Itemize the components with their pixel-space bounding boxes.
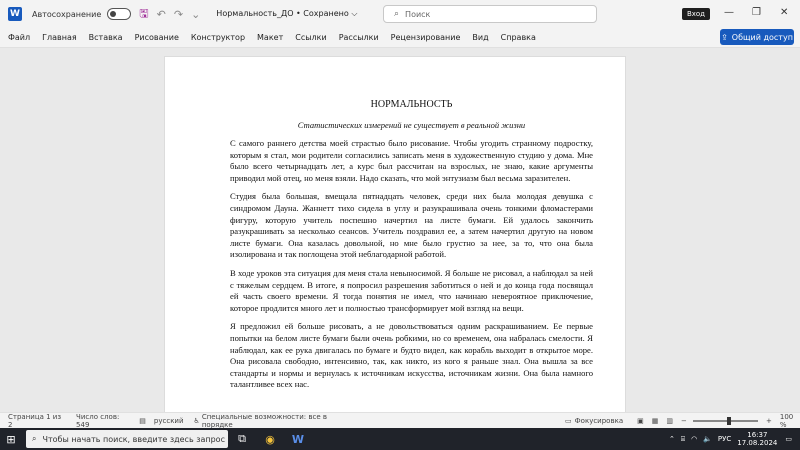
network-icon[interactable]: ⌸ xyxy=(680,434,686,443)
word-count[interactable]: Число слов: 549 xyxy=(76,412,120,429)
clock-time: 16:37 xyxy=(747,431,768,439)
language[interactable]: русский xyxy=(153,416,184,425)
word-app-icon: W xyxy=(8,7,22,21)
system-tray xyxy=(669,428,792,450)
read-mode-icon[interactable]: ▣ xyxy=(637,416,644,425)
document-subtitle[interactable]: Статистических измерений не существует в реальной жизни xyxy=(297,120,526,130)
chrome-icon[interactable]: ◉ xyxy=(265,432,275,446)
taskbar xyxy=(0,428,800,450)
focus-icon[interactable]: ▭ xyxy=(565,416,572,425)
print-layout-icon[interactable]: ▦ xyxy=(651,416,659,425)
tab-review[interactable]: Рецензирование xyxy=(390,33,461,42)
tab-draw[interactable]: Рисование xyxy=(134,33,179,42)
document-page[interactable] xyxy=(164,56,626,412)
paragraph[interactable]: В ходе уроков эта ситуация для меня стала невыносимой. Я больше не рисовал, а наблюдал за ней с тяжелым сердцем. В итоге, я попросил разрешения заботиться о ней и до конца года посвящал ей часть своего времени. Я тогда понятия не имел, что начинаю невероятное приключение, которое продлится много лет и полностью трансформирует мой взгляд на вещи. xyxy=(230,267,593,313)
tab-references[interactable]: Ссылки xyxy=(295,33,327,42)
chevron-up-icon[interactable]: ⌃ xyxy=(669,435,675,443)
proofing-icon[interactable]: ▤ xyxy=(139,416,146,425)
paragraph[interactable]: Я предложил ей больше рисовать, а не довольствоваться одним раскрашиванием. Ее первые попытки на белом листе бумаги были очень робкими, но со временем, она набралась смелости. Я наблюдал, как ее рука двигалась по бумаге и будто видел, как корабль выходит в открытое море. Она рисовала свободно, интенсивно, так, как никто, из кого я раньше знал. Она вышла за все стандарты и нормы и вернулась к источникам искусства, источникам жизни. Она была намного талантливее всех нас. xyxy=(230,321,593,390)
close-icon[interactable]: ✕ xyxy=(780,7,789,18)
zoom-slider[interactable] xyxy=(693,420,758,422)
tab-layout[interactable]: Макет xyxy=(257,33,284,42)
notifications-icon[interactable]: ▭ xyxy=(785,435,792,443)
document-heading[interactable]: НОРМАЛЬНОСТЬ xyxy=(370,99,453,110)
accessibility-status[interactable]: Специальные возможности: все в порядке xyxy=(201,412,327,429)
windows-start-icon[interactable]: ⊞ xyxy=(6,432,16,446)
clock[interactable] xyxy=(737,431,777,447)
ribbon-tabs xyxy=(0,28,800,48)
taskbar-search[interactable] xyxy=(26,430,228,448)
redo-icon[interactable]: ↷ xyxy=(173,7,184,21)
wifi-icon[interactable]: ◠ xyxy=(691,435,698,443)
customize-toolbar-icon[interactable]: ⌄ xyxy=(191,7,201,21)
focus-mode[interactable]: Фокусировка xyxy=(574,416,624,425)
tab-design[interactable]: Конструктор xyxy=(190,33,246,42)
paragraph[interactable]: С самого раннего детства моей страстью было рисование. Чтобы угодить странному подростку, которым я стал, мои родители согласились записать меня в художественную студию у дома. Мне было всего четырнадцать лет, а курс был рассчитан на взрослых, не знаю, какие аргументы приводил мой отец, но меня взяли. Надо сказать, что мой энтузиазм был весьма заразителен. xyxy=(230,138,593,183)
taskbar-search-placeholder: Чтобы начать поиск, введите здесь запрос xyxy=(42,434,225,444)
search-placeholder: Поиск xyxy=(405,9,431,19)
tab-mailings[interactable]: Рассылки xyxy=(338,33,379,42)
autosave-toggle[interactable] xyxy=(107,8,131,20)
sign-in-button[interactable]: Вход xyxy=(682,8,710,20)
task-view-icon[interactable]: ⧉ xyxy=(238,432,246,445)
search-box[interactable] xyxy=(383,5,597,23)
clock-date: 17.08.2024 xyxy=(737,439,778,447)
document-title[interactable]: Нормальность_ДО • Сохранено ⌵ xyxy=(216,9,358,18)
zoom-level[interactable]: 100 % xyxy=(779,412,794,429)
tab-file[interactable]: Файл xyxy=(8,33,31,42)
search-icon: ⌕ xyxy=(32,434,37,443)
page-count[interactable]: Страница 1 из 2 xyxy=(8,412,62,429)
save-icon[interactable]: 🖫 xyxy=(139,6,149,20)
accessibility-icon[interactable]: ♿ xyxy=(193,416,200,425)
tab-view[interactable]: Вид xyxy=(472,33,489,42)
zoom-out-icon[interactable]: − xyxy=(680,416,687,425)
tab-help[interactable]: Справка xyxy=(500,33,536,42)
share-label: Общий доступ xyxy=(731,32,793,42)
document-canvas xyxy=(0,48,800,412)
share-icon: ⇪ xyxy=(721,32,728,42)
web-layout-icon[interactable]: ▥ xyxy=(666,416,673,425)
undo-icon[interactable]: ↶ xyxy=(156,7,166,21)
word-taskbar-icon[interactable]: W xyxy=(291,432,305,446)
status-bar xyxy=(0,412,800,428)
autosave-label: Автосохранение xyxy=(32,9,102,19)
minimize-icon[interactable]: — xyxy=(724,7,734,18)
paragraph[interactable]: Студия была большая, вмещала пятнадцать человек, среди них была молодая девушка с синдромом Дауна. Жаннетт тихо сидела в углу и разукрашивала очень тонкими фломастерами фигуру, которую учитель поспешно начертил на листе бумаги. Ей удалось закончить разукрашивать за несколько сеансов. Учитель поздравил ее, а затем начертил другую на новом листе бумаги. Она казалась довольной, но мне было грустно за нее, за то, что она была изолирована и так поглощена этой неблагодарной работой. xyxy=(230,191,593,260)
share-button[interactable] xyxy=(720,29,794,45)
tab-home[interactable]: Главная xyxy=(42,33,77,42)
language-indicator[interactable]: РУС xyxy=(717,435,732,443)
volume-icon[interactable]: 🔈 xyxy=(703,435,712,443)
zoom-in-icon[interactable]: + xyxy=(766,416,772,425)
search-icon: ⌕ xyxy=(394,9,400,19)
restore-icon[interactable]: ❐ xyxy=(752,7,761,18)
tab-insert[interactable]: Вставка xyxy=(88,33,123,42)
